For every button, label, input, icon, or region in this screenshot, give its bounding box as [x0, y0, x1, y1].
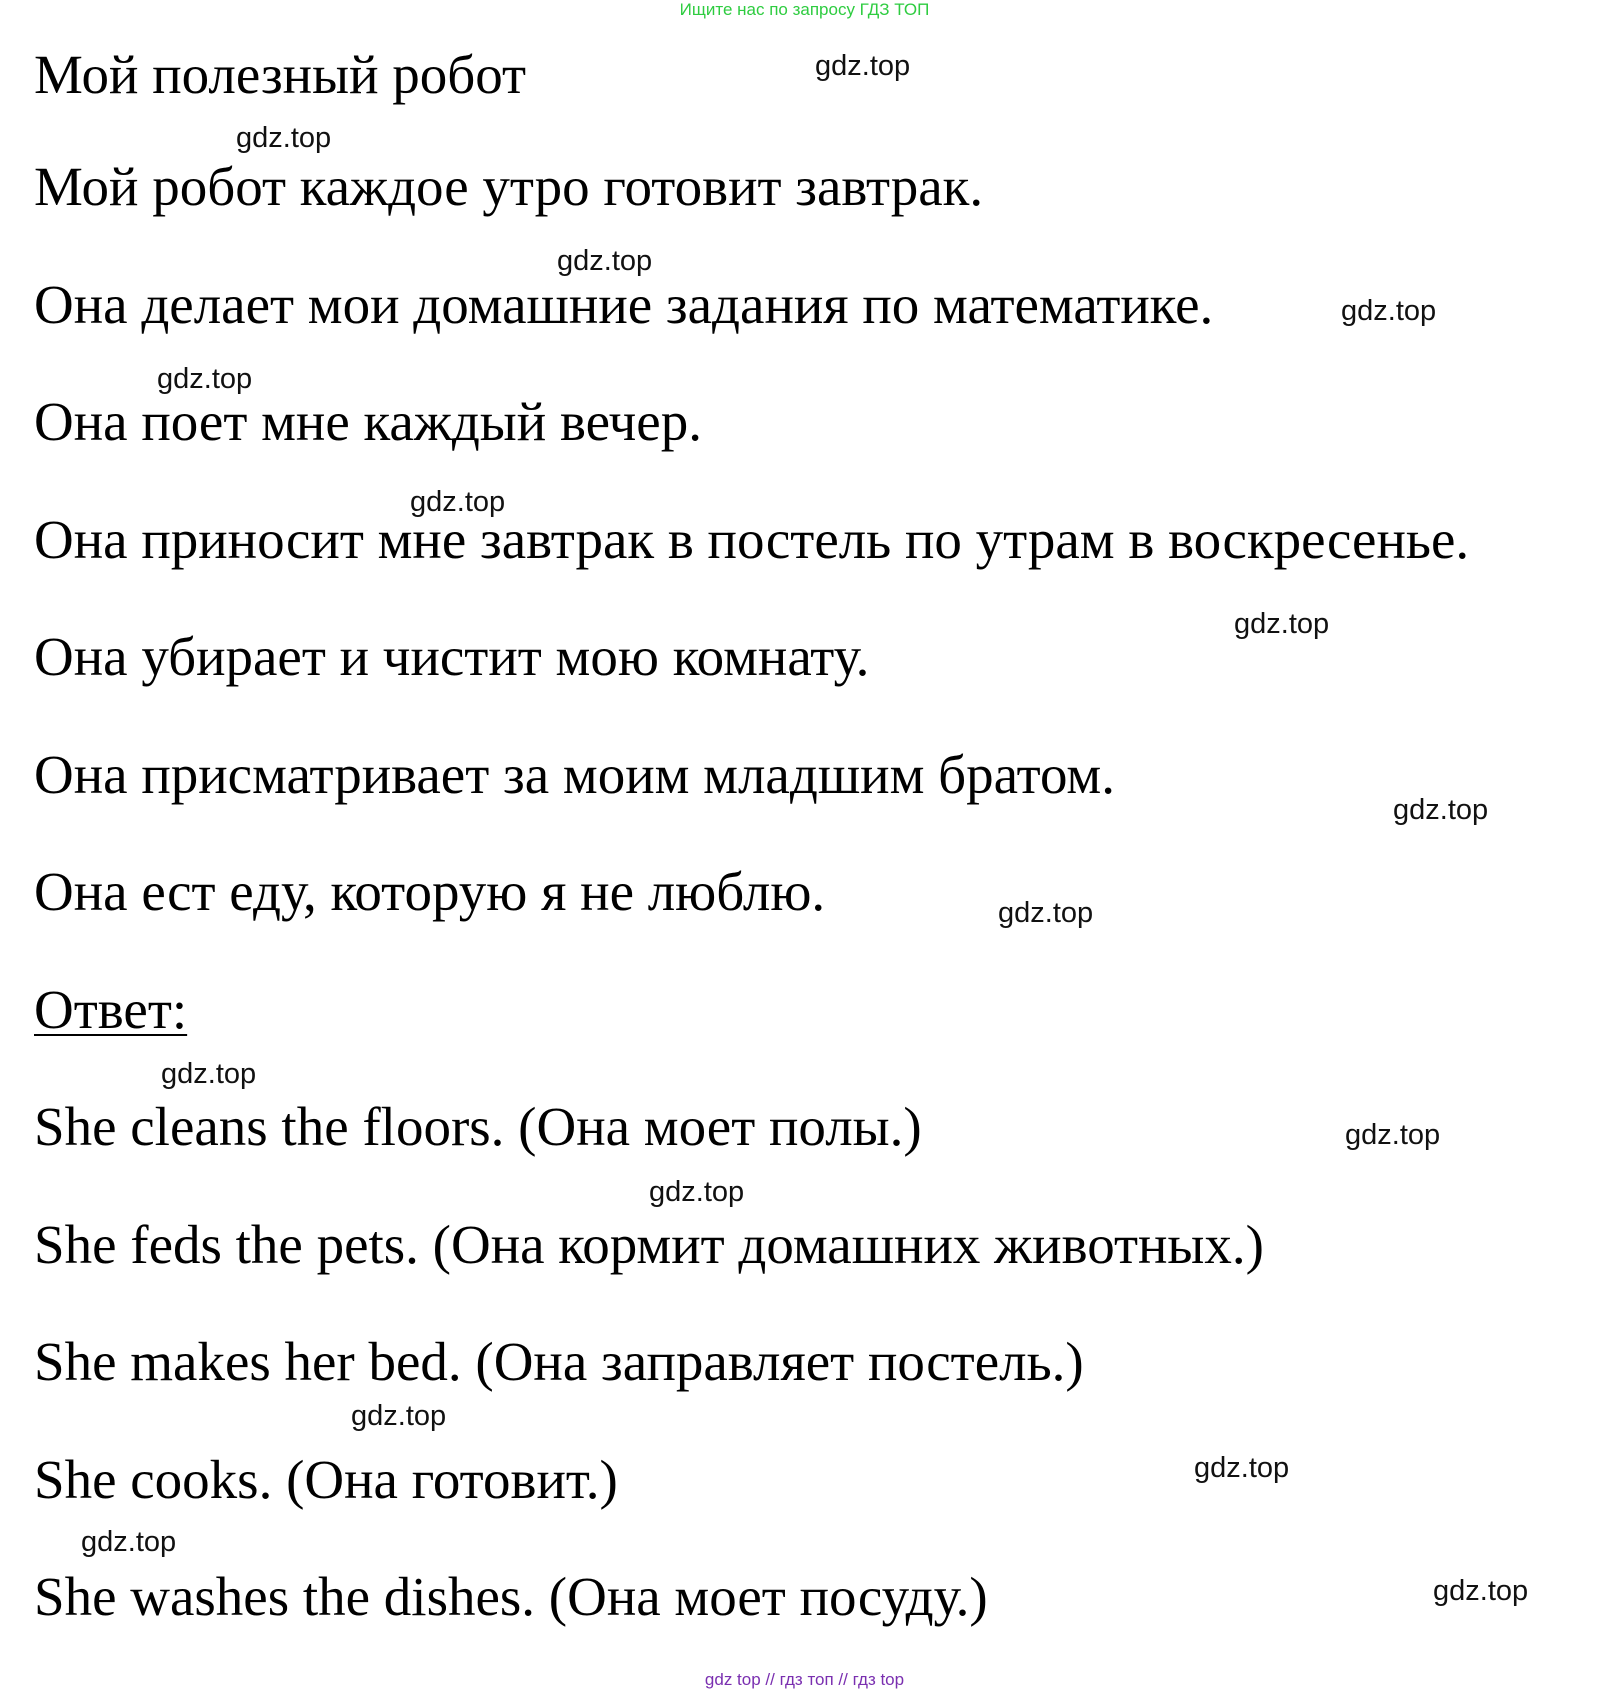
- task-line: Она убирает и чистит мою комнату.: [34, 626, 870, 687]
- task-line: Мой робот каждое утро готовит завтрак.: [34, 156, 984, 217]
- watermark: gdz.top: [1345, 1119, 1441, 1151]
- watermark: gdz.top: [1393, 794, 1489, 826]
- watermark: gdz.top: [236, 122, 332, 154]
- watermark: gdz.top: [998, 897, 1094, 929]
- watermark: gdz.top: [649, 1176, 745, 1208]
- answer-line: She cleans the floors. (Она моет полы.): [34, 1096, 922, 1157]
- footer-note: gdz top // гдз топ // гдз top: [704, 1670, 905, 1689]
- watermark: gdz.top: [161, 1058, 257, 1090]
- watermark: gdz.top: [1234, 608, 1330, 640]
- watermark: gdz.top: [815, 50, 911, 82]
- watermark: gdz.top: [410, 486, 506, 518]
- answer-line: She washes the dishes. (Она моет посуду.): [34, 1566, 988, 1627]
- task-line: Она присматривает за моим младшим братом.: [34, 744, 1115, 805]
- task-line: Она делает мои домашние задания по математике.: [34, 274, 1214, 335]
- answer-line: She makes her bed. (Она заправляет постель.): [34, 1331, 1084, 1392]
- task-line: Она поет мне каждый вечер.: [34, 391, 702, 452]
- watermark: gdz.top: [1433, 1575, 1529, 1607]
- answer-line: She feds the pets. (Она кормит домашних животных.): [34, 1214, 1264, 1275]
- watermark: gdz.top: [1194, 1452, 1290, 1484]
- watermark: gdz.top: [351, 1400, 447, 1432]
- watermark: gdz.top: [557, 245, 653, 277]
- answer-line: She cooks. (Она готовит.): [34, 1449, 618, 1510]
- task-line: Она ест еду, которую я не люблю.: [34, 861, 826, 922]
- watermark: gdz.top: [1341, 295, 1437, 327]
- header-note: Ищите нас по запросу ГДЗ ТОП: [679, 0, 930, 19]
- watermark: gdz.top: [81, 1526, 177, 1558]
- task-line: Она приносит мне завтрак в постель по утрам в воскресенье.: [34, 509, 1470, 570]
- document-title: Мой полезный робот: [34, 44, 527, 105]
- watermark: gdz.top: [157, 363, 253, 395]
- answer-heading: Ответ:: [34, 979, 188, 1040]
